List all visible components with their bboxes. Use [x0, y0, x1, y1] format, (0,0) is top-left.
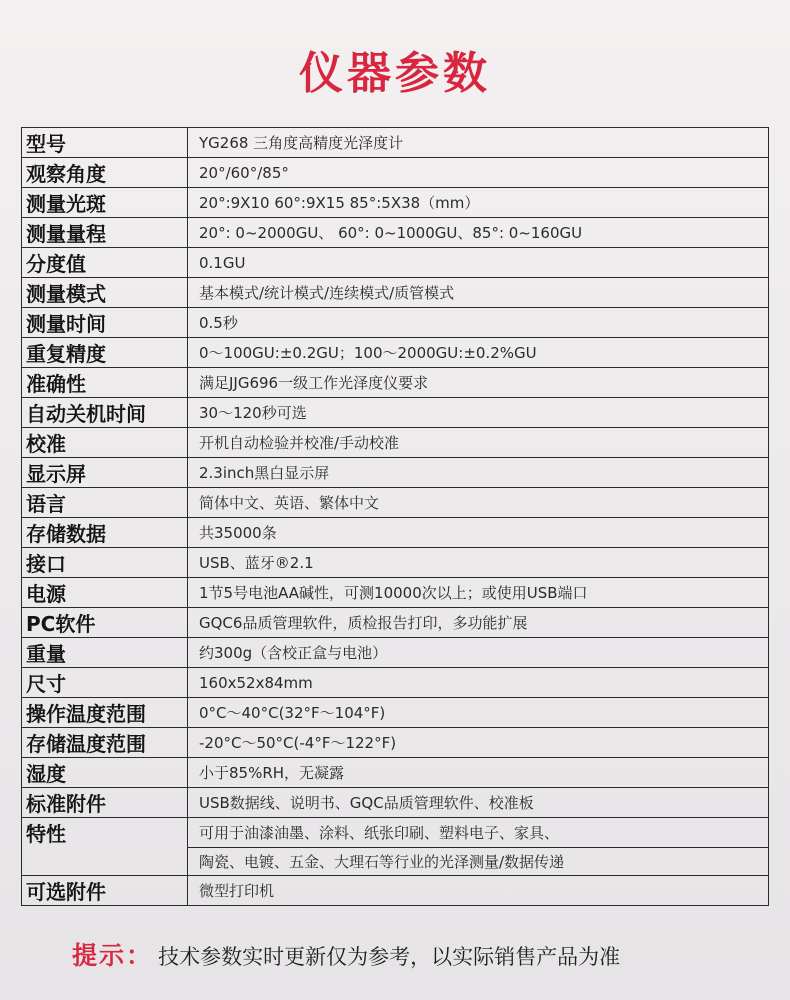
spec-value: 0°C～40°C(32°F～104°F) [188, 698, 769, 728]
spec-label: 湿度 [22, 758, 188, 788]
spec-row [22, 428, 769, 458]
spec-row [22, 548, 769, 578]
spec-value: 30～120秒可选 [188, 398, 769, 428]
spec-row [22, 188, 769, 218]
spec-value: 0～100GU:±0.2GU；100～2000GU:±0.2%GU [188, 338, 769, 368]
spec-value: 约300g（含校正盒与电池） [188, 638, 769, 668]
spec-row [22, 278, 769, 308]
spec-value: 20°/60°/85° [188, 158, 769, 188]
spec-row [22, 758, 769, 788]
spec-row [22, 128, 769, 158]
spec-label: 测量量程 [22, 218, 188, 248]
disclaimer-text: 技术参数实时更新仅为参考，以实际销售产品为准 [158, 945, 621, 969]
spec-row [22, 488, 769, 518]
spec-row-continuation [22, 847, 769, 875]
spec-row [22, 368, 769, 398]
spec-value: 简体中文、英语、繁体中文 [188, 488, 769, 518]
spec-value: 1节5号电池AA碱性，可测10000次以上；或使用USB端口 [188, 578, 769, 608]
spec-label: 校准 [22, 428, 188, 458]
spec-row [22, 788, 769, 818]
spec-label: 操作温度范围 [22, 698, 188, 728]
spec-label: 显示屏 [22, 458, 188, 488]
spec-value: 微型打印机 [188, 875, 769, 905]
spec-label: 存储数据 [22, 518, 188, 548]
spec-label: 尺寸 [22, 668, 188, 698]
spec-label: 标准附件 [22, 788, 188, 818]
spec-label: 重复精度 [22, 338, 188, 368]
spec-value: GQC6品质管理软件，质检报告打印，多功能扩展 [188, 608, 769, 638]
spec-label: 电源 [22, 578, 188, 608]
spec-label: 自动关机时间 [22, 398, 188, 428]
spec-label: PC软件 [22, 608, 188, 638]
spec-label: 存储温度范围 [22, 728, 188, 758]
footer-note [72, 936, 620, 979]
spec-label: 语言 [22, 488, 188, 518]
spec-row [22, 698, 769, 728]
spec-value: 2.3inch黑白显示屏 [188, 458, 769, 488]
spec-label: 分度值 [22, 248, 188, 278]
spec-row [22, 608, 769, 638]
spec-row [22, 728, 769, 758]
spec-value: 基本模式/统计模式/连续模式/质管模式 [188, 278, 769, 308]
spec-label: 测量模式 [22, 278, 188, 308]
spec-row [22, 668, 769, 698]
spec-label: 接口 [22, 548, 188, 578]
page-title: 仪器参数 [299, 48, 491, 99]
spec-value: YG268 三角度高精度光泽度计 [188, 128, 769, 158]
spec-value: 小于85%RH，无凝露 [188, 758, 769, 788]
spec-value: USB、蓝牙®2.1 [188, 548, 769, 578]
spec-value: 共35000条 [188, 518, 769, 548]
spec-row [22, 638, 769, 668]
spec-row [22, 218, 769, 248]
spec-value: 可用于油漆油墨、涂料、纸张印刷、塑料电子、家具、 [188, 818, 769, 848]
tip-label: 提示： [72, 941, 154, 970]
spec-label: 准确性 [22, 368, 188, 398]
spec-row [22, 518, 769, 548]
spec-row [22, 308, 769, 338]
spec-label: 测量时间 [22, 308, 188, 338]
spec-label-empty [22, 847, 188, 875]
spec-value: 陶瓷、电镀、五金、大理石等行业的光泽测量/数据传递 [188, 847, 769, 875]
spec-value: 0.1GU [188, 248, 769, 278]
spec-label: 型号 [22, 128, 188, 158]
spec-value: 0.5秒 [188, 308, 769, 338]
spec-row [22, 248, 769, 278]
spec-row [22, 338, 769, 368]
spec-value: 160x52x84mm [188, 668, 769, 698]
spec-value: 满足JJG696一级工作光泽度仪要求 [188, 368, 769, 398]
spec-value: -20°C～50°C(-4°F～122°F) [188, 728, 769, 758]
spec-value: 开机自动检验并校准/手动校准 [188, 428, 769, 458]
spec-label: 可选附件 [22, 875, 188, 905]
spec-label: 重量 [22, 638, 188, 668]
spec-label: 观察角度 [22, 158, 188, 188]
spec-value: 20°:9X10 60°:9X15 85°:5X38（mm） [188, 188, 769, 218]
spec-table [21, 127, 769, 906]
spec-label: 测量光斑 [22, 188, 188, 218]
spec-row [22, 578, 769, 608]
spec-row [22, 818, 769, 848]
spec-row [22, 158, 769, 188]
spec-value: USB数据线、说明书、GQC品质管理软件、校准板 [188, 788, 769, 818]
spec-row [22, 398, 769, 428]
spec-label: 特性 [22, 818, 188, 848]
spec-value: 20°: 0~2000GU、 60°: 0~1000GU、85°: 0~160GU [188, 218, 769, 248]
spec-row [22, 875, 769, 905]
spec-row [22, 458, 769, 488]
